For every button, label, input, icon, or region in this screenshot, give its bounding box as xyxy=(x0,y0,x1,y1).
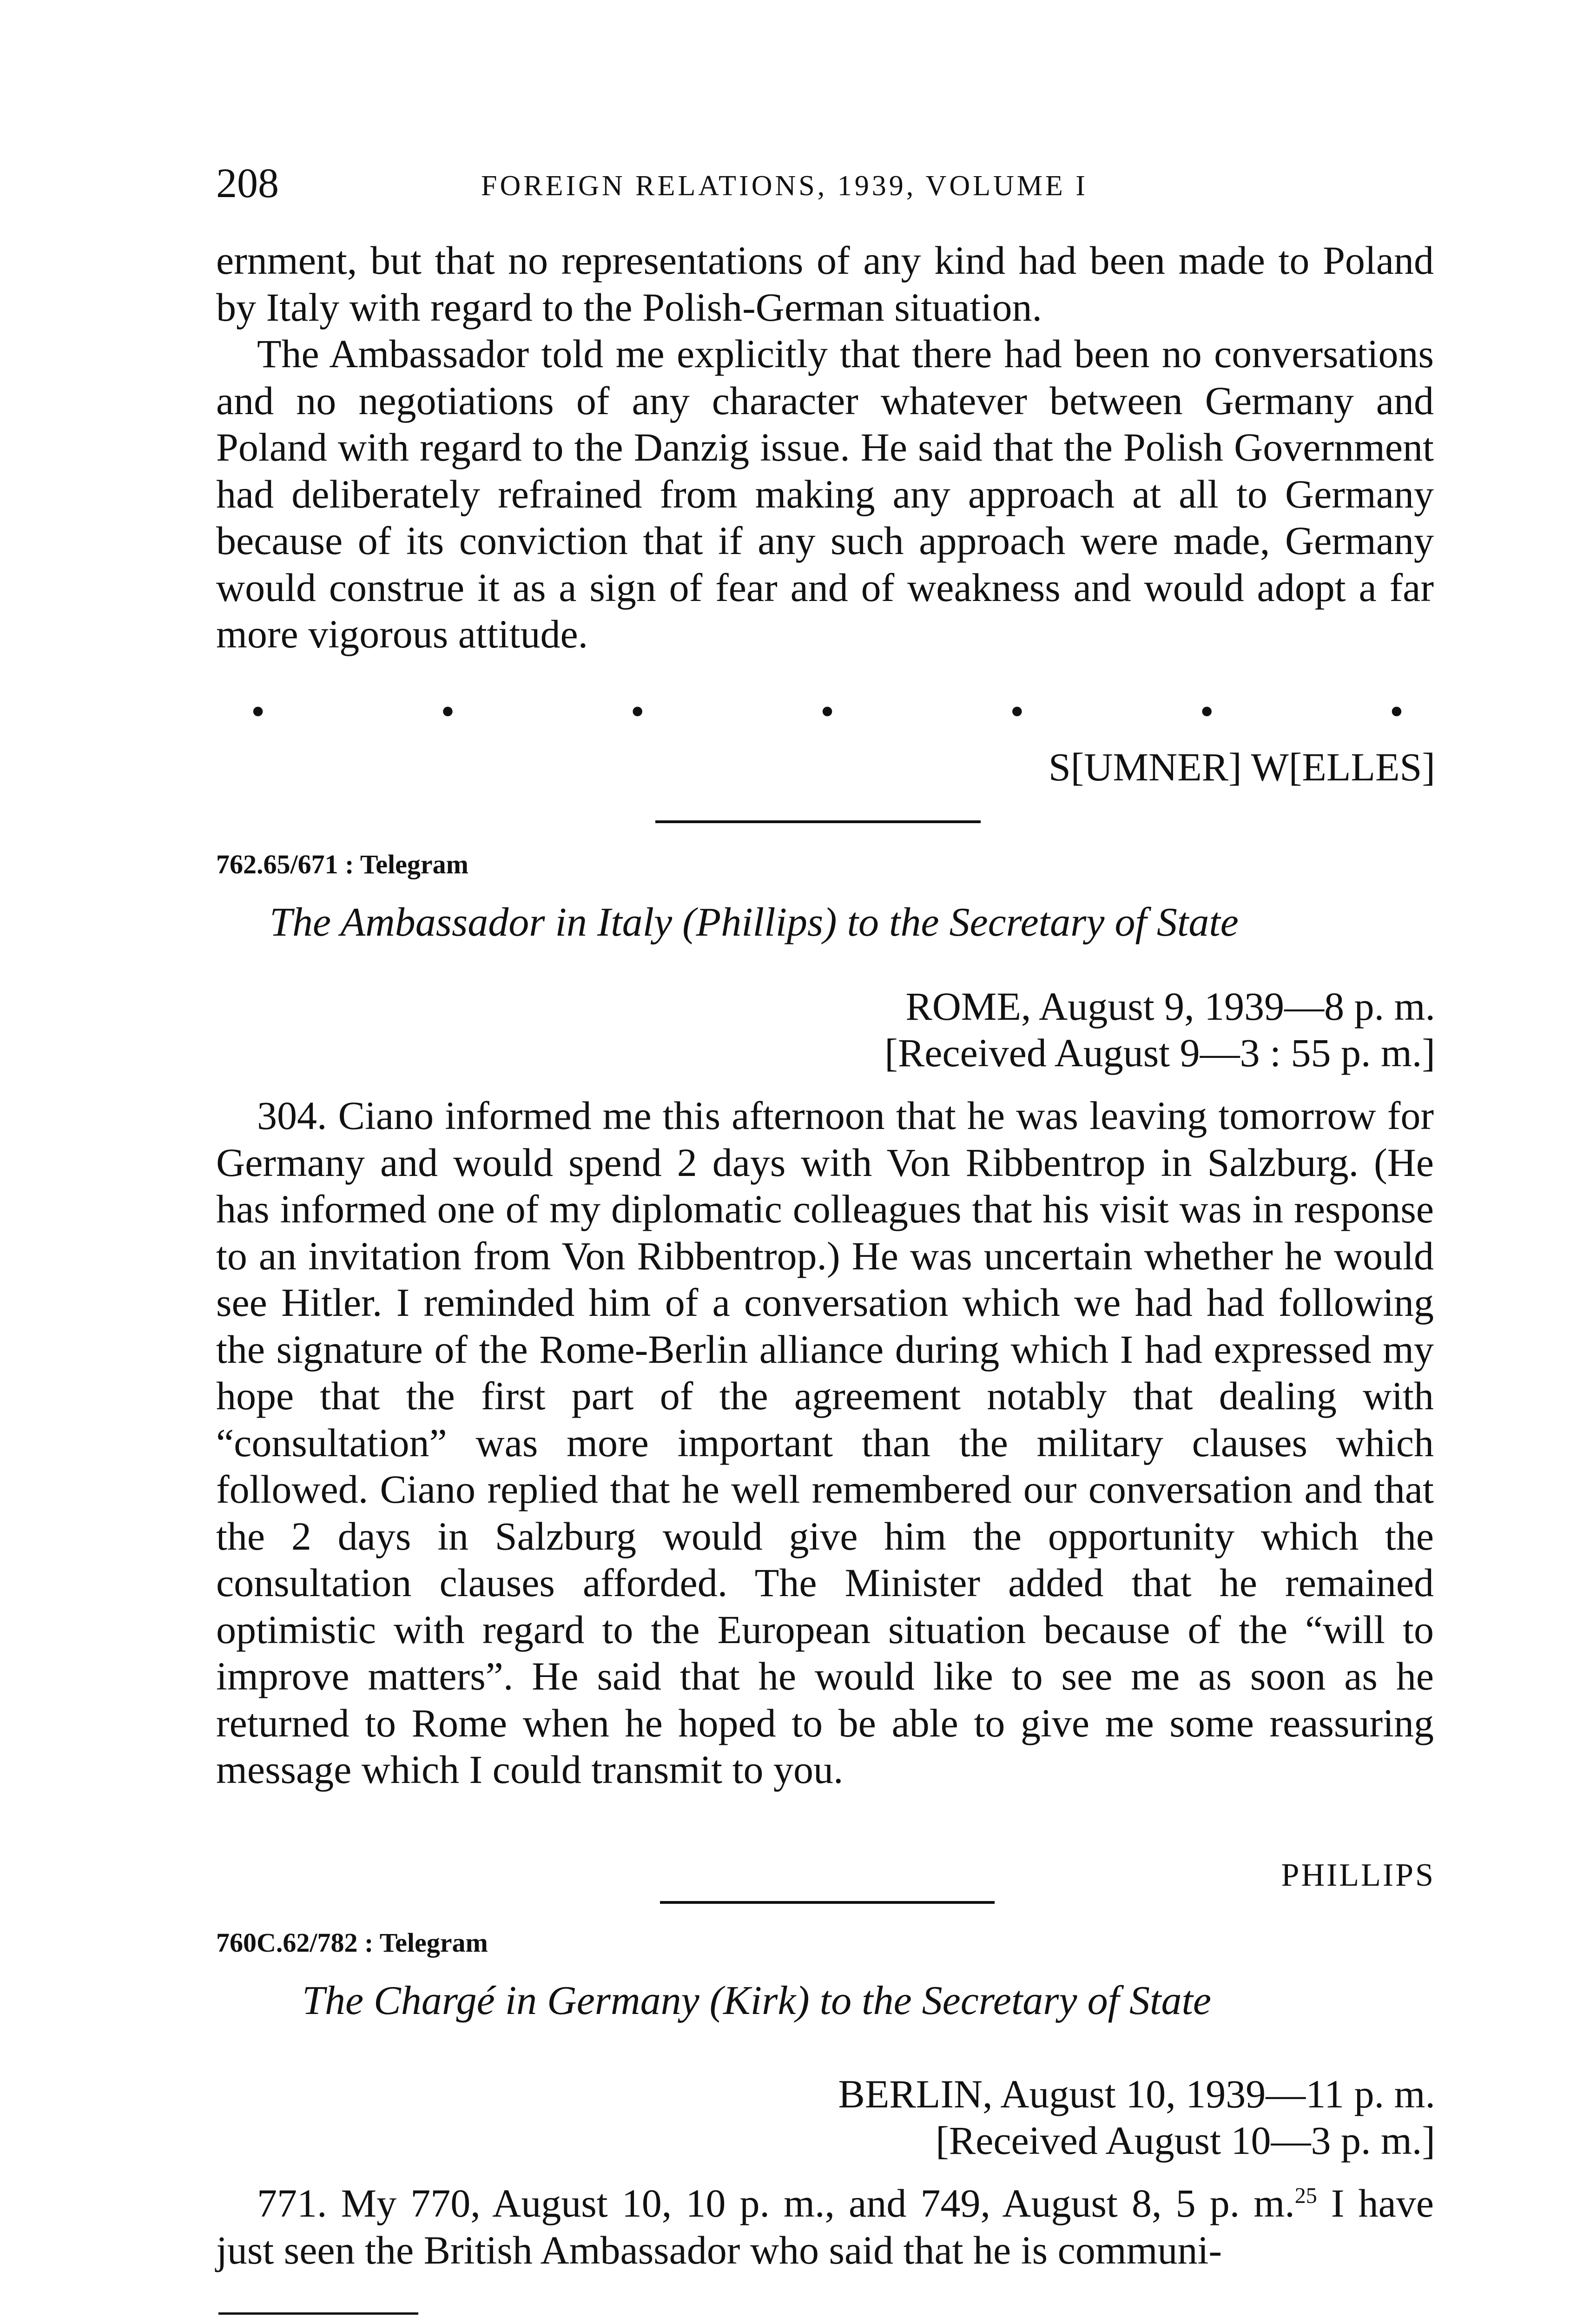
paragraph-text: ernment, but that no representations of any kind had been made to Poland by Italy with regard to the Polish-German situation. xyxy=(216,238,1434,330)
received-line: [Received August 9—3 : 55 p. m.] xyxy=(884,1030,1435,1075)
ellipsis-dot: • xyxy=(1010,689,1024,733)
file-number: 760C.62/782 : Telegram xyxy=(216,1928,488,1958)
paragraph-continuation xyxy=(216,237,1434,658)
telegram-body xyxy=(216,1092,1434,1793)
dateline: ROME, August 9, 1939—8 p. m. xyxy=(905,984,1435,1029)
footnote-divider xyxy=(218,2312,418,2315)
signature: PHILLIPS xyxy=(1281,1857,1435,1893)
ellipsis-dot: • xyxy=(820,689,835,733)
received-line: [Received August 10—3 p. m.] xyxy=(936,2118,1435,2163)
ellipsis-dot: • xyxy=(1389,689,1404,733)
omission-ellipsis xyxy=(251,688,1404,734)
ellipsis-dot: • xyxy=(251,689,265,733)
ellipsis-dot: • xyxy=(630,689,645,733)
signature: S[UMNER] W[ELLES] xyxy=(1048,745,1435,789)
telegram-body xyxy=(216,2180,1434,2273)
ellipsis-dot: • xyxy=(1200,689,1214,733)
section-divider xyxy=(660,1901,995,1904)
paragraph-text: 304. Ciano informed me this afternoon that he was leaving tomorrow for Germany and would spend 2 days with Von Ribbentrop in Salzburg. (He has informed one of my diplomatic colleagues that his visit was in response to an invitation from Von Ribbentrop.) He was uncertain whether he would see Hitler. I reminded him of a conversation which we had had following the signature of the Rome-Berlin alliance during which I had expressed my hope that the first part of the agreement notably that dealing with “consultation” was more important than the military clauses which followed. Ciano replied that he well remembered our conversation and that the 2 days in Salzburg would give him the opportunity which the consultation clauses afforded. The Minister added that he remained optimistic with regard to the European situation because of the “will to improve matters”. He said that he would like to see me as soon as he returned to Rome when he hoped to be able to give me some reassuring message which I could transmit to you. xyxy=(216,1093,1434,1792)
file-number: 762.65/671 : Telegram xyxy=(216,849,468,879)
footnote-reference: 25 xyxy=(1294,2183,1317,2208)
body-text: 771. My 770, August 10, 10 p. m., and 749, August 8, 5 p. m. xyxy=(257,2181,1295,2225)
paragraph-text xyxy=(216,2180,1434,2273)
document-heading: The Ambassador in Italy (Phillips) to the Secretary of State xyxy=(270,900,1239,945)
paragraph-text: The Ambassador told me explicitly that there had been no conversations and no negotiations of any character whatever between Germany and Poland with regard to the Danzig issue. He said that the Polish Government had deliberately refrained from making any approach at all to Germany because of its conviction that if any such approach were made, Germany would construe it as a sign of fear and of weakness and would adopt a far more vigorous attitude. xyxy=(216,331,1434,656)
running-title: FOREIGN RELATIONS, 1939, VOLUME I xyxy=(481,170,1088,202)
page-number: 208 xyxy=(216,160,279,206)
section-divider xyxy=(655,820,981,823)
document-heading: The Chargé in Germany (Kirk) to the Secretary of State xyxy=(302,1978,1211,2023)
dateline: BERLIN, August 10, 1939—11 p. m. xyxy=(838,2072,1435,2116)
body-text: I have just seen the British Ambassador who said that he is communi- xyxy=(216,2181,1434,2272)
ellipsis-dot: • xyxy=(441,689,455,733)
